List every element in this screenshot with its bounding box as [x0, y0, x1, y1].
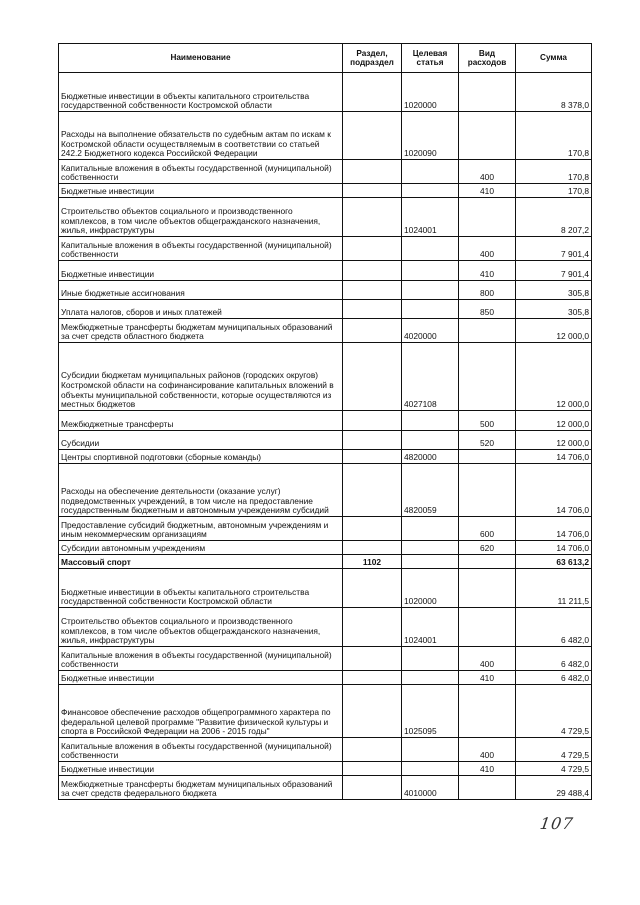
cell-section — [343, 198, 402, 237]
cell-name: Капитальные вложения в объекты государственной (муниципальной) собственности — [59, 647, 343, 671]
cell-kind — [459, 555, 516, 569]
cell-name: Бюджетные инвестиции — [59, 261, 343, 281]
table-row — [59, 450, 592, 464]
cell-article: 1020000 — [402, 73, 459, 112]
header-kind: Вид расходов — [459, 44, 516, 73]
cell-article — [402, 411, 459, 431]
cell-kind: 400 — [459, 160, 516, 184]
cell-article: 4020000 — [402, 319, 459, 343]
cell-kind: 800 — [459, 281, 516, 300]
cell-name: Центры спортивной подготовки (сборные команды) — [59, 450, 343, 464]
table-row — [59, 647, 592, 671]
table-body — [59, 73, 592, 800]
cell-sum: 14 706,0 — [516, 517, 592, 541]
cell-section — [343, 685, 402, 738]
cell-section — [343, 319, 402, 343]
cell-kind: 410 — [459, 184, 516, 198]
cell-name: Массовый спорт — [59, 555, 343, 569]
cell-article: 4820000 — [402, 450, 459, 464]
cell-article — [402, 431, 459, 450]
cell-name: Межбюджетные трансферты бюджетам муниципальных образований за счет средств областного бюджета — [59, 319, 343, 343]
cell-kind — [459, 608, 516, 647]
cell-section — [343, 671, 402, 685]
table-row — [59, 411, 592, 431]
table-row — [59, 541, 592, 555]
cell-article — [402, 281, 459, 300]
cell-sum: 12 000,0 — [516, 411, 592, 431]
table-row — [59, 343, 592, 411]
table-row — [59, 319, 592, 343]
cell-kind: 600 — [459, 517, 516, 541]
cell-section — [343, 431, 402, 450]
cell-article: 4010000 — [402, 776, 459, 800]
cell-sum: 170,8 — [516, 184, 592, 198]
cell-sum: 6 482,0 — [516, 671, 592, 685]
cell-kind: 850 — [459, 300, 516, 319]
table-row — [59, 184, 592, 198]
cell-sum: 305,8 — [516, 300, 592, 319]
cell-name: Финансовое обеспечение расходов общепрограммного характера по федеральной целевой программе "Развитие физической культуры и спорта в Российской Федерации на 2006 - 2015 годы" — [59, 685, 343, 738]
cell-sum: 29 488,4 — [516, 776, 592, 800]
cell-kind: 400 — [459, 237, 516, 261]
cell-section — [343, 450, 402, 464]
cell-article — [402, 762, 459, 776]
cell-section: 1102 — [343, 555, 402, 569]
cell-kind — [459, 73, 516, 112]
cell-article: 4820059 — [402, 464, 459, 517]
cell-name: Субсидии — [59, 431, 343, 450]
cell-section — [343, 184, 402, 198]
header-name: Наименование — [59, 44, 343, 73]
cell-article — [402, 541, 459, 555]
cell-sum: 7 901,4 — [516, 237, 592, 261]
cell-sum: 14 706,0 — [516, 541, 592, 555]
table-row — [59, 776, 592, 800]
cell-name: Капитальные вложения в объекты государственной (муниципальной) собственности — [59, 160, 343, 184]
cell-kind: 400 — [459, 738, 516, 762]
cell-sum: 305,8 — [516, 281, 592, 300]
cell-kind — [459, 343, 516, 411]
table-row — [59, 237, 592, 261]
table-row — [59, 569, 592, 608]
cell-section — [343, 762, 402, 776]
cell-sum: 4 729,5 — [516, 685, 592, 738]
table-row — [59, 198, 592, 237]
header-sum: Сумма — [516, 44, 592, 73]
header-article: Целевая статья — [402, 44, 459, 73]
cell-article — [402, 647, 459, 671]
cell-article — [402, 300, 459, 319]
cell-section — [343, 73, 402, 112]
cell-sum: 14 706,0 — [516, 450, 592, 464]
table-row — [59, 517, 592, 541]
cell-sum: 12 000,0 — [516, 343, 592, 411]
cell-section — [343, 738, 402, 762]
budget-table — [58, 43, 592, 800]
cell-article — [402, 237, 459, 261]
cell-name: Предоставление субсидий бюджетным, автономным учреждениям и иным некоммерческим организациям — [59, 517, 343, 541]
cell-sum: 14 706,0 — [516, 464, 592, 517]
cell-name: Строительство объектов социального и производственного комплексов, в том числе объектов общегражданского назначения, жилья, инфраструктуры — [59, 198, 343, 237]
cell-section — [343, 237, 402, 261]
cell-name: Уплата налогов, сборов и иных платежей — [59, 300, 343, 319]
cell-section — [343, 569, 402, 608]
cell-sum: 6 482,0 — [516, 608, 592, 647]
cell-kind: 620 — [459, 541, 516, 555]
cell-name: Иные бюджетные ассигнования — [59, 281, 343, 300]
cell-sum: 12 000,0 — [516, 319, 592, 343]
cell-section — [343, 343, 402, 411]
cell-name: Бюджетные инвестиции — [59, 184, 343, 198]
cell-kind: 520 — [459, 431, 516, 450]
cell-sum: 8 378,0 — [516, 73, 592, 112]
cell-article — [402, 517, 459, 541]
cell-name: Субсидии бюджетам муниципальных районов (городских округов) Костромской области на софинансирование капитальных вложений в объекты муниципальной собственности, которые осуществляются из местных бюджетов — [59, 343, 343, 411]
handwritten-page-number: 107 — [538, 814, 575, 833]
cell-name: Бюджетные инвестиции — [59, 671, 343, 685]
header-section: Раздел, подраздел — [343, 44, 402, 73]
cell-sum: 12 000,0 — [516, 431, 592, 450]
cell-kind: 410 — [459, 671, 516, 685]
cell-kind — [459, 464, 516, 517]
table-row — [59, 685, 592, 738]
table-row — [59, 160, 592, 184]
cell-article: 4027108 — [402, 343, 459, 411]
cell-section — [343, 464, 402, 517]
cell-kind: 410 — [459, 261, 516, 281]
cell-kind: 400 — [459, 647, 516, 671]
cell-article — [402, 261, 459, 281]
table-row — [59, 555, 592, 569]
cell-name: Строительство объектов социального и производственного комплексов, в том числе объектов общегражданского назначения, жилья, инфраструктуры — [59, 608, 343, 647]
cell-kind — [459, 112, 516, 160]
cell-sum: 11 211,5 — [516, 569, 592, 608]
cell-name: Бюджетные инвестиции в объекты капитального строительства государственной собственности Костромской области — [59, 569, 343, 608]
cell-article: 1020090 — [402, 112, 459, 160]
cell-name: Бюджетные инвестиции — [59, 762, 343, 776]
cell-kind — [459, 198, 516, 237]
cell-article: 1025095 — [402, 685, 459, 738]
cell-section — [343, 160, 402, 184]
table-row — [59, 738, 592, 762]
cell-name: Расходы на обеспечение деятельности (оказание услуг) подведомственных учреждений, в том числе на предоставление государственным бюджетным и автономным учреждениям субсидий — [59, 464, 343, 517]
cell-name: Расходы на выполнение обязательств по судебным актам по искам к Костромской области осуществляемым в соответствии со статьей 242.2 Бюджетного кодекса Российской Федерации — [59, 112, 343, 160]
cell-article: 1020000 — [402, 569, 459, 608]
cell-name: Субсидии автономным учреждениям — [59, 541, 343, 555]
table-row — [59, 431, 592, 450]
table-row — [59, 73, 592, 112]
cell-name: Межбюджетные трансферты бюджетам муниципальных образований за счет средств федерального бюджета — [59, 776, 343, 800]
cell-kind — [459, 776, 516, 800]
cell-article — [402, 555, 459, 569]
cell-section — [343, 776, 402, 800]
table-row — [59, 762, 592, 776]
table-row — [59, 300, 592, 319]
cell-sum: 7 901,4 — [516, 261, 592, 281]
cell-sum: 6 482,0 — [516, 647, 592, 671]
cell-name: Капитальные вложения в объекты государственной (муниципальной) собственности — [59, 237, 343, 261]
cell-kind — [459, 685, 516, 738]
cell-section — [343, 647, 402, 671]
table-row — [59, 112, 592, 160]
cell-section — [343, 112, 402, 160]
cell-sum: 4 729,5 — [516, 738, 592, 762]
table-header-row — [59, 44, 592, 73]
table-row — [59, 281, 592, 300]
cell-section — [343, 281, 402, 300]
cell-kind — [459, 450, 516, 464]
cell-section — [343, 300, 402, 319]
table-row — [59, 671, 592, 685]
cell-section — [343, 608, 402, 647]
cell-article — [402, 184, 459, 198]
cell-section — [343, 517, 402, 541]
cell-kind — [459, 569, 516, 608]
cell-kind — [459, 319, 516, 343]
cell-section — [343, 541, 402, 555]
cell-kind: 500 — [459, 411, 516, 431]
cell-kind: 410 — [459, 762, 516, 776]
cell-section — [343, 411, 402, 431]
cell-sum: 8 207,2 — [516, 198, 592, 237]
cell-section — [343, 261, 402, 281]
cell-article — [402, 738, 459, 762]
cell-sum: 170,8 — [516, 160, 592, 184]
table-row — [59, 261, 592, 281]
cell-sum: 63 613,2 — [516, 555, 592, 569]
cell-article — [402, 671, 459, 685]
cell-article — [402, 160, 459, 184]
cell-article: 1024001 — [402, 198, 459, 237]
table-row — [59, 464, 592, 517]
cell-name: Межбюджетные трансферты — [59, 411, 343, 431]
table-row — [59, 608, 592, 647]
cell-sum: 4 729,5 — [516, 762, 592, 776]
cell-article: 1024001 — [402, 608, 459, 647]
cell-name: Капитальные вложения в объекты государственной (муниципальной) собственности — [59, 738, 343, 762]
cell-sum: 170,8 — [516, 112, 592, 160]
cell-name: Бюджетные инвестиции в объекты капитального строительства государственной собственности Костромской области — [59, 73, 343, 112]
